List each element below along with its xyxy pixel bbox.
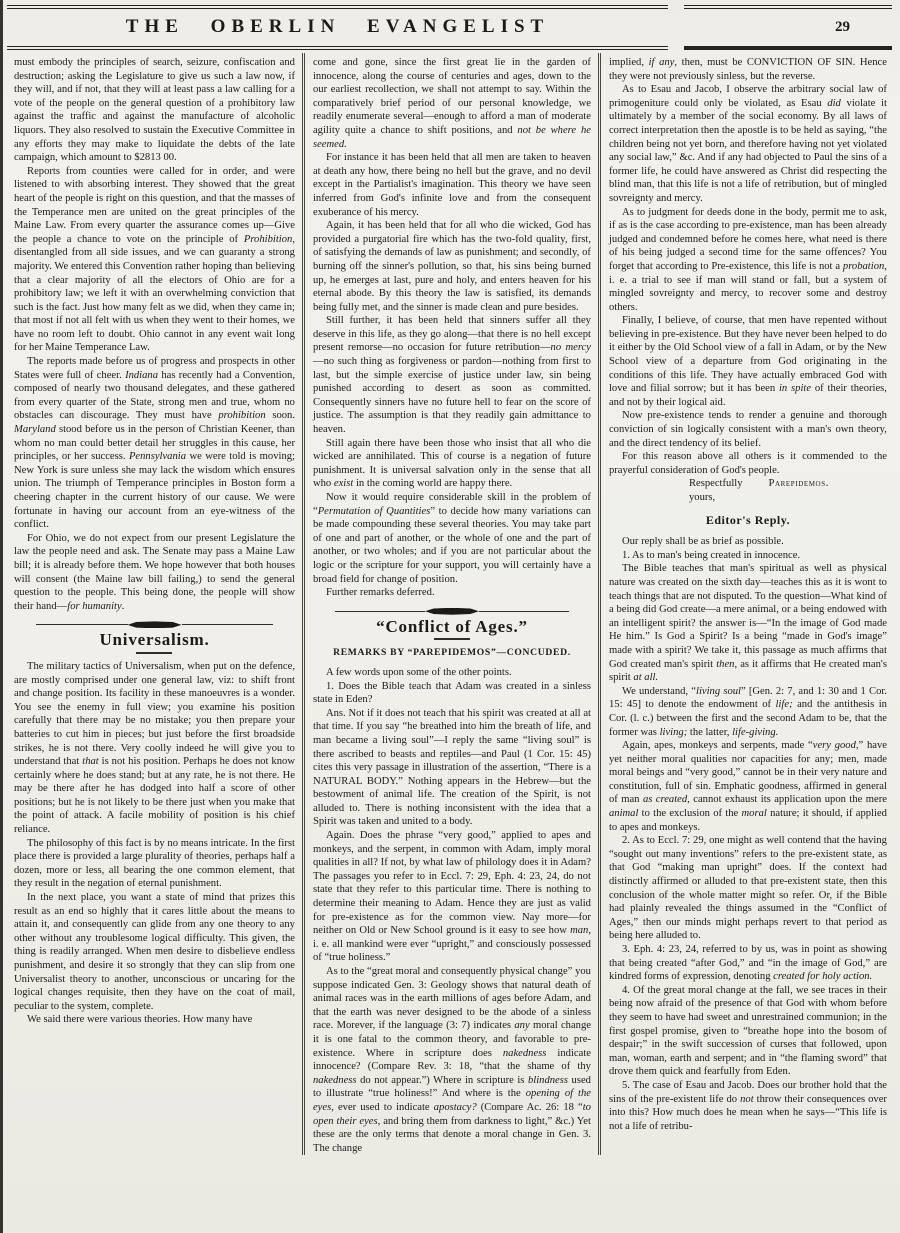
paragraph: implied, if any, then, must be CONVICTION OF SIN. Hence they were not previously sinless, but the reverse. [608,57,887,82]
paragraph: We said there were various theories. How many have [27,1014,253,1026]
section-heading-block [14,621,295,654]
paragraph: must embody the principles of search, seizure, confiscation and destruction; asking the Legislature to give us such a law now, if they will, and if not, that they will at least pass a law calling for a vote of the people on the general question of a prohibitory law against the traffic and against the manufacture of alcoholic liquors. They also resolved to sustain the Executive Committee in any efforts they may make to liquidate the debts of the late campaign, which amount to $2813 00. [14,57,295,164]
signature-closing: Respectfully yours, [688,478,743,503]
divider-line [335,611,425,612]
section-title: “Conflict of Ages.” [376,616,528,636]
divider-diamond-icon [128,621,182,628]
paragraph: 1. Does the Bible teach that Adam was created in a sinless state in Eden? [312,680,591,706]
section-title: Universalism. [99,630,210,650]
paragraph: The military tactics of Universalism, when put on the defence, are mostly comprised under one general law, viz: to shift front and change position. Its facility in these manoeuvres is a wonder. You see the enemy in full view; you examine his position carefully that there may be no mistake; you then prepare your batteries to cut him in pieces; but just before the first broadside strikes, he is not there. Very coolly indeed he will give you to understand that that is not his position. Perhaps he does not know certainly where he does stand; but at any rate, he is not there. He may be there after he has dodged into half a score of other positions; but he is not likely to be there just when you make that the point of attack. A facile mobility of position is his chief reliance. [14,660,295,836]
divider-line [36,624,128,625]
masthead-title-band [7,5,668,50]
paragraph: The Bible teaches that man's spiritual as well as physical nature was created on the sixth day—teaches this as it is wont to teach things that are not disputed. To the question—What kind of a being did God create—a mere animal, or a being endowed with an intelligent spirit? the answer is—“In the image of God made He him.” Is God a Spirit? Is a being “made in God's image” made with a spirit? We take it, this passage as much affirms that God created man's spirit then, as it affirms that He created man's spirit at all. [608,563,887,684]
paragraph: Still further, it has been held that sinners suffer all they deserve in this life, as they go along—that there is no hell except present remorse—no occasion for future retribution—no mercy—no such thing as forgiveness or pardon—nothing from first to last, but the simple exercise of justice under law, sin being punished according to desert as soon as committed. Consequently sinners have no future hell to fear on the score of justice. The assumption is that they readily gain admittance to heaven. [312,315,591,436]
paragraph: The reports made before us of progress and prospects in other States were full of cheer. Indiana has recently had a Convention, composed of nearly two thousand delegates, and these gathered from every quarter of the State, strong men and true, whom no obstacles can discourage. They must have prohibition soon. Maryland stood before us in the person of Christian Keener, than whom no man could better detail her struggles in this cause, her principles, or her success. Pennsylvania we were told is moving; New York is sure unless she may lack the wisdom which ensures union. The triumph of Temperance principles in Boston form a cheering chapter in the current history of our cause. We were fortunate in having our account from an eye-witness of the conflict. [14,356,295,531]
divider-ornament [335,608,569,615]
paragraph: come and gone, since the first great lie in the garden of innocence, along the course of centuries and ages, down to the our earliest recollection, we shall not attempt to say. Within the comparatively brief period of our personal knowledge, we readily enumerate several—enough to afford a man of moderate agility quite a chance to shift positions, and not be where he seemed. [312,57,591,150]
divider-line [182,624,274,625]
paragraph: 1. As to man's being created in innocence. [621,549,801,561]
column-3 [598,53,894,1155]
divider-short-rule [434,638,470,640]
paragraph: Reports from counties were called for in order, and were listened to with absorbing interest. They showed that the great heart of the people is right on this question, and that the masses of the Temperance men are united on the great principles of the Maine Law. From every quarter the assurance comes up—Give the people a chance to vote on the principle of Prohibition, disentangled from all side issues, and we can guaranty a strong majority. We entered this Convention rather hoping than believing that a clear majority of all the electors of Ohio are for a prohibitory law; we left it with an overwhelming conviction that such is the fact. Just how many felt as we did, when they came in; that most if not all felt with us when they went to their homes, we have no room left to doubt. Ohio cannot in any event wait long for her Maine Temperance Law. [14,165,295,354]
paragraph: Again. Does the phrase “very good,” applied to apes and monkeys, and the serpent, in common with Adam, imply moral qualities in all? If not, by what law of philology does it in Adam? The passages you refer to in Eccl. 7: 29, Eph. 4: 23, 24, do not state that they refer to this particular time. There is nothing to determine their meaning to Adam. Hence they are just as valid for pre-existence as for the common view. Nay more—for neither on Old or New School ground is it easy to see how man, i. e. all mankind were ever “upright,” and consciously possessed of “true holiness.” [312,830,591,964]
article-columns [6,53,894,1155]
paragraph: As to the “great moral and consequently physical change” you suppose indicated Gen. 3: Geology shows that natural death of animal races was in the earth millions of ages before Adam, and that the earth was never designed to be the abode of a sinless race. Morever, if the language (3: 7) indicates any moral change it is one fatal to the common theory, and favorable to pre-existence. Where in scripture does nakedness indicate innocence? (Compare Rev. 3: 18, “that the shame of thy nakedness do not appear.”) Where in scripture is blindness used to illustrate “true holiness!” And where is the opening of the eyes, ever used to indicate apostacy? (Compare Ac. 26: 18 “to open their eyes, and bring them from darkness to light,” &c.) Yet these are the only terms that denote a moral change in Gen. 3. The change [312,966,591,1154]
paragraph: 4. Of the great moral change at the fall, we see traces in their being now afraid of the presence of that God with whom before they seem to have had sweet and unrestrained communion; in the first gospel promise, given to “breathe hope into the bosom of despair;” in the swift succession of curses that followed, upon man, woman, earth and serpent; and in “the flaming sword” that drove them quick and fearfully from Eden. [608,984,887,1078]
divider-short-rule [136,652,172,654]
page-number: 29 [835,19,850,35]
paragraph: For Ohio, we do not expect from our present Legislature the law the people need and ask. The Senate may pass a Maine Law bill; it is already before them. We hope however that both houses will consent (the Maine law bill failing,) to send the general question to the people. This being done, the people will show their hand—for humanity. [14,532,295,612]
signature-line [609,477,887,504]
newspaper-title: THE OBERLIN EVANGELIST [125,16,550,37]
paragraph: Again, apes, monkeys and serpents, made “very good,” have yet neither moral qualities nor capacities for any; men, made moral beings and “very good,” cannot be in their very nature and constitution, full of sin. Emphatic goodness, affirmed in general of man as created, cannot exhaust its application upon the mere animal to the exclusion of the moral nature; it should, if applied to apes and monkeys. [608,740,887,833]
article-byline: REMARKS BY “PAREPIDEMOS”—CONCUDED. [333,647,571,659]
divider-line [479,611,569,612]
paragraph: Our reply shall be as brief as possible. [621,536,784,548]
signature-name: Parepidemos. [768,478,829,490]
divider-diamond-icon [425,608,479,615]
paragraph: Ans. Not if it does not teach that his spirit was created at all at that time. If you say “he breathed into him the breath of life, and man became a living soul”—I reply the same “living soul” is there ascribed to beasts and reptiles—and Paul (1 Cor. 15: 45) cites this very passage in illustration of the assertion, “There is a NATURAL BODY.” Nothing appears in the Hebrew—but the bestowment of animal life. The creation of the Spirit, is not alluded to. There is nothing inconsistent with the idea that a Spirit was taken and united to a body. [312,707,591,828]
paragraph: Still again there have been those who insist that all who die wicked are annihilated. This of course is a negation of future punishment. It is universal salvation only in the sense that all who exist in the coming world are happy there. [312,437,591,490]
column-2 [302,53,598,1155]
paragraph: In the next place, you want a state of mind that prizes this result as an end so highly that it cares little about the means to attain it, and consequently can glide from any one theory to any other without any troublesome logical difficulty. This given, the thing is readily arranged. When men desire to disbelieve endless punishment, and desire it so strongly that they can slip from one Universalist theory to another, unconscious or uncaring for the logical changes requisite, then they have on the coat of mail, peculiar to the system, complete. [14,892,295,1012]
paragraph: 3. Eph. 4: 23, 24, referred to by us, was in point as showing that being created “after God,” and “in the image of God,” are kindred forms of expression, denoting created for holy action. [608,944,887,983]
paragraph: Now pre-existence tends to render a genuine and thorough conviction of sin logically consistent with a man's own theory, and the direct tendency of its belief. [608,410,887,449]
paragraph: A few words upon some of the other points. [325,666,512,678]
divider-ornament [36,621,273,628]
paragraph: As to judgment for deeds done in the body, permit me to ask, if as is the case according to pre-existence, man has been already judged and condemned before he comes here, what need is there of his being judged a second time for the same offences? You forget that according to Pre-existence, this life is not a probation, i. e. a trial to see if man will stand or fall, but a system of mingled sovreignty and mercy, to recover some and destroy others. [608,206,887,313]
paragraph: The philosophy of this fact is by no means intricate. In the first place there is provided a large plurality of theories, perhaps half a dozen, more or less, all bearing the one common element, that they result in the negation of eternal punishment. [14,837,295,890]
paragraph: We understand, “living soul” [Gen. 2: 7, and 1: 30 and 1 Cor. 15: 45] to denote the endowment of life; and the antithesis in Cor. (l. c.) between the first and the second Adam to be, that the former was living; the latter, life-giving. [608,685,887,738]
paragraph: Again, it has been held that for all who die wicked, God has provided a purgatorial fire which has the two-fold quality, first, of satisfying the demands of law as punishment; and secondly, of burning off the sinner's pollution, so that, his sins being burned up, he emerges at last, pure and holy, and enters heaven for his eternal abode. By this theory the law is satisfied, its demands being fully met, and the sinner is made clean and pure besides. [312,220,591,313]
paragraph: 5. The case of Esau and Jacob. Does our brother hold that the sins of the pre-existent life do not throw their consequences over into this? How much does he mean when he says—“This life is not a life of retribu- [608,1079,887,1132]
column-1 [6,53,302,1155]
paragraph: Further remarks deferred. [325,587,435,599]
paragraph: 2. As to Eccl. 7: 29, one might as well contend that the having “sought out many inventions” refers to the pre-existent state, as that God “making man upright” does. If the context had distinctly affirmed or alluded to that pre-existent state, then this conclusion of the whole matter might so refer. Or, if the Bible had plainly revealed the things assumed in the “Conflict of Ages,” then our minds might perhaps revert to that period as being here alluded to. [608,835,887,942]
paragraph: As to Esau and Jacob, I observe the arbitrary social law of primogeniture could only be violated, as Esau did violate it ultimately by a member of the social economy. By all laws of correct interpretation then the apostle is to be held as saying, “the children being not yet born, and therefore having not yet violated any social law,” &c. And if any had objected to Paul the sins of a former life, he could have answered as Christ did respecting the blind man, that this life is not a life of retribution, but of mingled sovreignty and mercy. [608,84,887,204]
reply-heading: Editor's Reply. [705,512,791,527]
paragraph: For instance it has been held that all men are taken to heaven at death any how, there being no hell but the grave, and no devil except in the Partialist's imagination. This theory we have seen inferred from God's infinite love and from the consequent exuberance of his mercy. [312,152,591,218]
paragraph: Now it would require considerable skill in the problem of “Permutation of Quantities” to decide how many variations can be made compounding these several theories. You may take part of one and part of another, or the whole of one and the part of another, or two wholes; and if you are not particular about the logic or the scripture for your support, you will certainly have a broad field for change of position. [312,492,591,585]
masthead [7,5,892,50]
paragraph: Finally, I believe, of course, that men have repented without believing in pre-existence. But they have never been helped to do it either by the Old School view of a fall in Adam, or by the New School view of a departure from God originating in the conditions of this life. They have actually embraced God with love and filial sorrow; but it has been in spite of their theories, and not by their logical aid. [608,315,887,408]
paragraph: For this reason above all others is it commended to the prayerful consideration of God's people. [608,451,887,476]
page-number-band [684,5,892,50]
section-heading-block [313,608,591,641]
